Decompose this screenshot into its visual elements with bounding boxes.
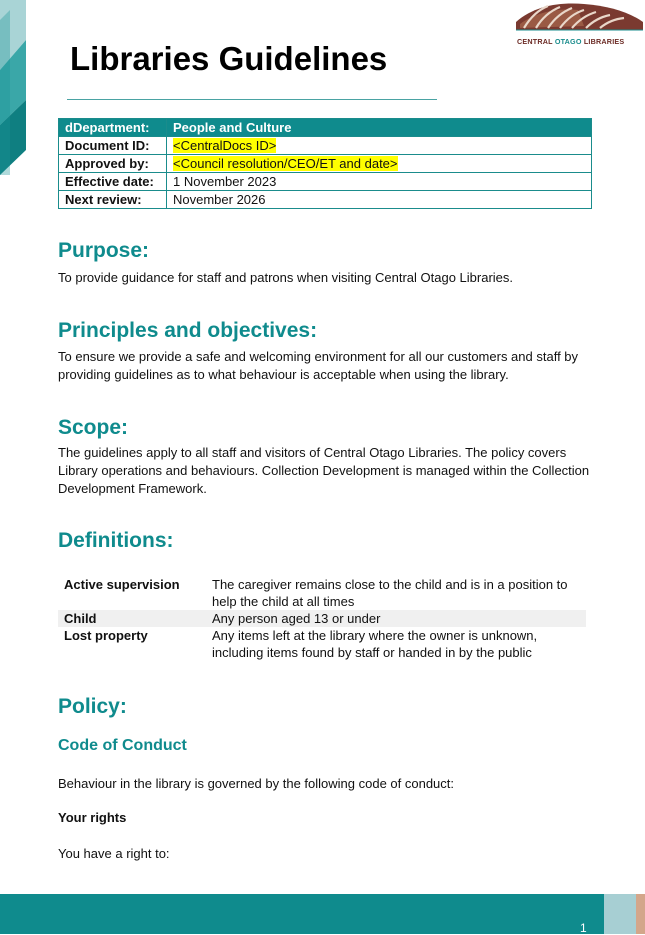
code-of-conduct-heading: Code of Conduct <box>58 737 187 754</box>
scope-text: The guidelines apply to all staff and visitors of Central Otago Libraries. The policy covers Library operations and behaviours. Collection Development is managed within the Collection Development Framework. <box>58 445 590 496</box>
page-title: Libraries Guidelines <box>70 40 388 77</box>
policy-heading: Policy: <box>58 695 127 718</box>
meta-key: dDepartment: <box>59 119 167 137</box>
meta-key: Effective date: <box>59 173 167 191</box>
your-rights-intro: You have a right to: <box>58 846 170 861</box>
scope-heading: Scope: <box>58 416 129 439</box>
title-divider <box>67 99 437 100</box>
page-number: 1 <box>580 921 587 935</box>
definition-term: Active supervision <box>64 577 180 592</box>
meta-key: Next review: <box>59 191 167 209</box>
definitions-heading: Definitions: <box>58 529 174 552</box>
purpose-heading: Purpose: <box>58 239 150 262</box>
table-row <box>59 119 592 137</box>
meta-key: Approved by: <box>59 155 167 173</box>
logo-wordmark <box>517 37 624 46</box>
definition-text: Any person aged 13 or under <box>206 610 586 627</box>
your-rights-heading: Your rights <box>58 810 127 825</box>
meta-key: Document ID: <box>59 137 167 155</box>
table-row <box>58 576 586 610</box>
table-row <box>59 155 592 173</box>
purpose-text: To provide guidance for staff and patrons when visiting Central Otago Libraries. <box>58 270 514 285</box>
logo-word-central: CENTRAL <box>517 37 553 46</box>
document-metadata-table <box>58 118 592 209</box>
table-row <box>59 173 592 191</box>
footer-accent-block-brown <box>636 894 645 934</box>
table-row <box>58 610 586 627</box>
definition-text: Any items left at the library where the owner is unknown, including items found by staff or handed in by the public <box>212 628 538 660</box>
table-row <box>59 191 592 209</box>
principles-heading: Principles and objectives: <box>58 319 318 342</box>
meta-value: November 2026 <box>167 191 592 209</box>
footer-accent-block <box>604 894 636 934</box>
meta-value <box>167 137 592 155</box>
table-row <box>58 627 586 661</box>
footer-bar <box>0 894 645 934</box>
meta-value <box>167 155 592 173</box>
logo-word-libraries: LIBRARIES <box>583 37 625 46</box>
meta-value: 1 November 2023 <box>167 173 592 191</box>
meta-value: People and Culture <box>167 119 592 137</box>
highlighted-placeholder: <CentralDocs ID> <box>173 137 277 153</box>
definitions-table <box>58 576 586 661</box>
definition-term: Child <box>58 610 206 627</box>
decorative-side-stripes <box>0 0 26 175</box>
logo-word-otago: OTAGO <box>554 37 582 46</box>
highlighted-placeholder: <Council resolution/CEO/ET and date> <box>173 155 398 171</box>
principles-text: To ensure we provide a safe and welcoming environment for all our customers and staff by providing guidelines as to what behaviour is acceptable when using the library. <box>58 349 579 382</box>
table-row <box>59 137 592 155</box>
definition-term: Lost property <box>64 628 148 643</box>
code-of-conduct-intro: Behaviour in the library is governed by the following code of conduct: <box>58 776 455 791</box>
definition-text: The caregiver remains close to the child and is in a position to help the child at all times <box>212 577 568 609</box>
